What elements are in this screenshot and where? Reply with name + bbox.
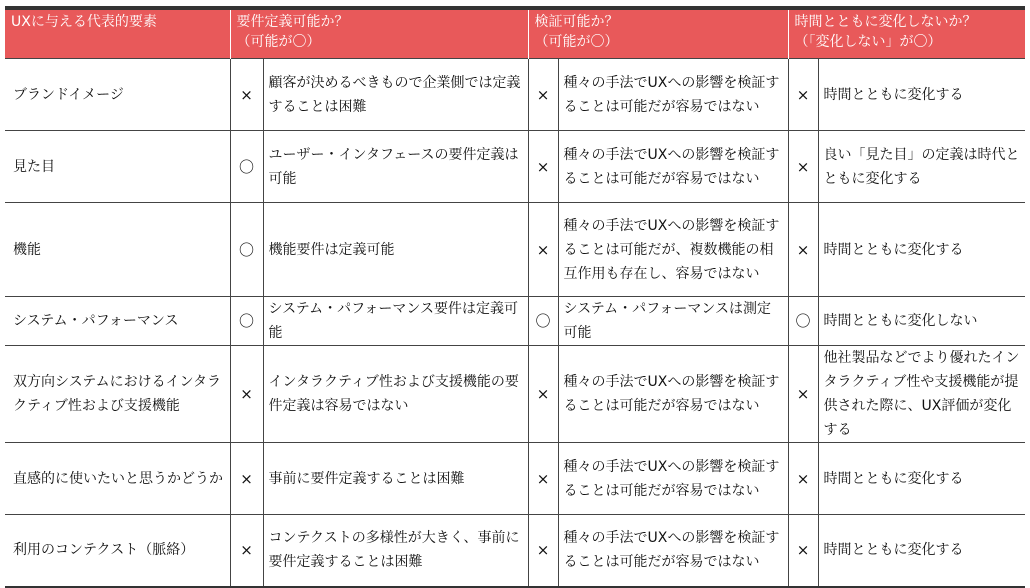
verifiable-mark: × [528, 515, 558, 587]
stable-mark: × [788, 346, 818, 443]
stable-note: 時間とともに変化する [818, 203, 1025, 297]
header-element: UXに与える代表的要素 [5, 10, 230, 59]
definable-mark: 〇 [230, 297, 263, 346]
definable-note: システム・パフォーマンス要件は定義可能 [263, 297, 528, 346]
definable-note: コンテクストの多様性が大きく、事前に要件定義することは困難 [263, 515, 528, 587]
row-element: 機能 [5, 203, 230, 297]
definable-note: 顧客が決めるべきもので企業側では定義することは困難 [263, 59, 528, 131]
verifiable-mark: × [528, 131, 558, 203]
verifiable-note: 種々の手法でUXへの影響を検証することは可能だが容易ではない [558, 443, 788, 515]
stable-note: 時間とともに変化する [818, 443, 1025, 515]
ux-elements-table [5, 10, 1025, 588]
stable-mark: × [788, 131, 818, 203]
header-definable: 要件定義可能か？ （可能が〇） [230, 10, 528, 59]
stable-note: 時間とともに変化しない [818, 297, 1025, 346]
verifiable-mark: × [528, 203, 558, 297]
verifiable-mark: × [528, 443, 558, 515]
header-row [5, 10, 1025, 59]
header-stable: 時間とともに変化しないか？ （「変化しない」が〇） [788, 10, 1025, 59]
definable-mark: × [230, 443, 263, 515]
ux-elements-table-container [5, 6, 1025, 588]
stable-mark: × [788, 59, 818, 131]
row-element: 直感的に使いたいと思うかどうか [5, 443, 230, 515]
definable-mark: × [230, 515, 263, 587]
definable-mark: 〇 [230, 203, 263, 297]
table-row [5, 346, 1025, 443]
definable-mark: × [230, 59, 263, 131]
verifiable-note: 種々の手法でUXへの影響を検証することは可能だが容易ではない [558, 59, 788, 131]
stable-note: 時間とともに変化する [818, 515, 1025, 587]
definable-note: インタラクティブ性および支援機能の要件定義は容易ではない [263, 346, 528, 443]
table-row [5, 443, 1025, 515]
definable-note: ユーザー・インタフェースの要件定義は可能 [263, 131, 528, 203]
row-element: ブランドイメージ [5, 59, 230, 131]
verifiable-mark: × [528, 346, 558, 443]
definable-note: 機能要件は定義可能 [263, 203, 528, 297]
verifiable-note: システム・パフォーマンスは測定可能 [558, 297, 788, 346]
stable-note: 良い「見た目」の定義は時代とともに変化する [818, 131, 1025, 203]
verifiable-mark: × [528, 59, 558, 131]
stable-mark: × [788, 515, 818, 587]
verifiable-note: 種々の手法でUXへの影響を検証することは可能だが容易ではない [558, 346, 788, 443]
verifiable-note: 種々の手法でUXへの影響を検証することは可能だが容易ではない [558, 515, 788, 587]
verifiable-mark: 〇 [528, 297, 558, 346]
stable-mark: 〇 [788, 297, 818, 346]
verifiable-note: 種々の手法でUXへの影響を検証することは可能だが、複数機能の相互作用も存在し、容易ではない [558, 203, 788, 297]
stable-mark: × [788, 203, 818, 297]
stable-note: 時間とともに変化する [818, 59, 1025, 131]
definable-mark: 〇 [230, 131, 263, 203]
verifiable-note: 種々の手法でUXへの影響を検証することは可能だが容易ではない [558, 131, 788, 203]
definable-mark: × [230, 346, 263, 443]
table-row [5, 59, 1025, 131]
stable-note: 他社製品などでより優れたインタラクティブ性や支援機能が提供された際に、UX評価が変化する [818, 346, 1025, 443]
table-row [5, 297, 1025, 346]
header-verifiable: 検証可能か？ （可能が〇） [528, 10, 788, 59]
row-element: 見た目 [5, 131, 230, 203]
row-element: 利用のコンテクスト（脈絡） [5, 515, 230, 587]
table-row [5, 515, 1025, 587]
row-element: 双方向システムにおけるインタラクティブ性および支援機能 [5, 346, 230, 443]
table-row [5, 203, 1025, 297]
table-row [5, 131, 1025, 203]
row-element: システム・パフォーマンス [5, 297, 230, 346]
definable-note: 事前に要件定義することは困難 [263, 443, 528, 515]
stable-mark: × [788, 443, 818, 515]
